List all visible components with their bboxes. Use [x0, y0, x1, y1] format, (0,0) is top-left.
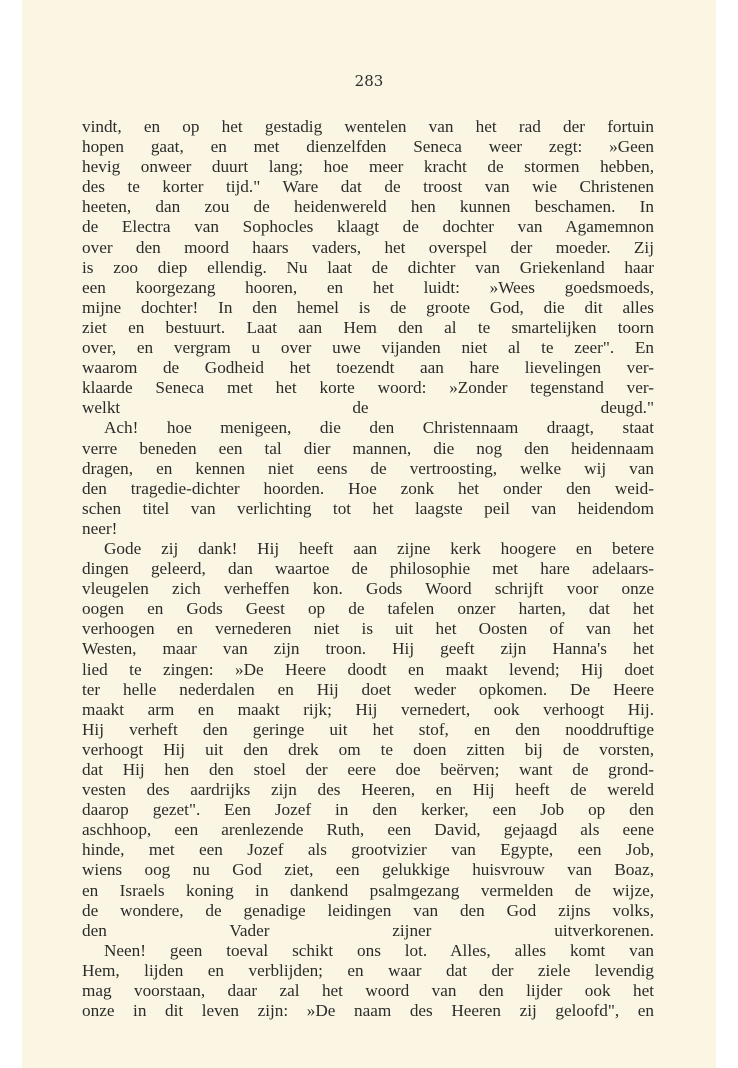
text-line: [82, 459, 654, 479]
text-line-content: ziet en bestuurt. Laat aan Hem den al te smartelijken toorn: [82, 317, 654, 337]
text-line-content: wiens oog nu God ziet, een gelukkige huisvrouw van Boaz,: [82, 860, 654, 880]
text-line-content: hevig onweer duurt lang; hoe meer kracht de stormen hebben,: [82, 157, 654, 177]
text-line: [82, 840, 654, 860]
text-line-content: Gode zij dank! Hij heeft aan zijne kerk hoogere en betere: [104, 538, 654, 558]
text-line-content: lied te zingen: »De Heere doodt en maakt levend; Hij doet: [82, 659, 654, 679]
text-line-content: over, en vergram u over uwe vijanden niet al te zeer". En: [82, 338, 654, 358]
text-line: [82, 961, 654, 981]
text-line-content: neer!: [82, 518, 118, 538]
text-line-content: welkt de deugd.": [82, 398, 654, 418]
book-page: [22, 0, 716, 1068]
text-line: [82, 479, 654, 499]
text-line-content: daarop gezet". Een Jozef in den kerker, een Job op den: [82, 800, 654, 820]
text-line: [82, 439, 654, 459]
text-line: [82, 559, 654, 579]
text-line-content: mag voorstaan, daar zal het woord van den lijder ook het: [82, 981, 654, 1001]
text-line: [82, 619, 654, 639]
text-line-content: de Electra van Sophocles klaagt de dochter van Agamemnon: [82, 217, 654, 237]
text-line-content: verhoogt Hij uit den drek om te doen zitten bij de vorsten,: [82, 739, 654, 759]
text-line: [82, 660, 654, 680]
page-number: 283: [354, 72, 384, 90]
text-line: [82, 539, 654, 559]
body-text: [82, 117, 654, 1021]
text-line-content: verre beneden een tal dier mannen, die nog den heidennaam: [82, 438, 654, 458]
text-line: [82, 941, 654, 961]
text-line-content: heeten, dan zou de heidenwereld hen kunnen beschamen. In: [82, 197, 654, 217]
text-line-content: dat Hij hen den stoel der eere doe beërven; want de grond-: [82, 760, 654, 779]
text-line: [82, 780, 654, 800]
text-line-content: waarom de Godheid het toezendt aan hare lievelingen ver-: [82, 358, 654, 378]
text-line-content: Neen! geen toeval schikt ons lot. Alles, alles komt van: [104, 940, 654, 960]
text-line-content: den tragedie-dichter hoorden. Hoe zonk het onder den weid-: [82, 478, 654, 498]
text-line-content: vleugelen zich verheffen kon. Gods Woord schrijft voor onze: [82, 579, 654, 599]
text-line: [82, 499, 654, 519]
text-line-content: schen titel van verlichting tot het laagste peil van heidendom: [82, 498, 654, 518]
text-line: [82, 177, 654, 197]
text-line-content: aschhoop, een arenlezende Ruth, een David, gejaagd als eene: [82, 820, 654, 840]
text-line-content: dragen, en kennen niet eens de vertroosting, welke wij van: [82, 458, 654, 478]
text-line: [82, 117, 654, 137]
text-line-content: des te korter tijd." Ware dat de troost van wie Christenen: [82, 177, 654, 197]
text-line-content: en Israels koning in dankend psalmgezang vermelden de wijze,: [82, 880, 654, 900]
text-line-content: onze in dit leven zijn: »De naam des Heeren zij geloofd", en: [82, 1001, 654, 1021]
text-line-content: over den moord haars vaders, het overspel der moeder. Zij: [82, 237, 654, 257]
text-line: [82, 519, 654, 539]
text-line: [82, 278, 654, 298]
text-line-content: oogen en Gods Geest op de tafelen onzer harten, dat het: [82, 599, 654, 619]
text-line-content: ter helle nederdalen en Hij doet weder opkomen. De Heere: [82, 679, 654, 699]
text-line-content: hinde, met een Jozef als grootvizier van Egypte, een Job,: [82, 840, 654, 860]
text-line: [82, 981, 654, 1001]
text-line: [82, 881, 654, 901]
text-line: [82, 639, 654, 659]
text-line: [82, 358, 654, 378]
text-line-content: maakt arm en maakt rijk; Hij vernedert, ook verhoogt Hij.: [82, 699, 654, 719]
text-line: [82, 760, 654, 780]
text-line: [82, 217, 654, 237]
text-line-content: is zoo diep ellendig. Nu laat de dichter van Griekenland haar: [82, 257, 654, 277]
text-line: [82, 740, 654, 760]
text-line: [82, 820, 654, 840]
text-line-content: hopen gaat, en met dienzelfden Seneca weer zegt: »Geen: [82, 137, 654, 157]
text-line: [82, 398, 654, 418]
text-line-content: Hem, lijden en verblijden; en waar dat der ziele levendig: [82, 960, 654, 980]
text-line: [82, 921, 654, 941]
text-line-content: den Vader zijner uitverkorenen.: [82, 920, 654, 940]
text-line: [82, 901, 654, 921]
text-line: [82, 579, 654, 599]
text-line-content: een koorgezang hooren, en het luidt: »Wees goedsmoeds,: [82, 277, 654, 297]
text-line: [82, 197, 654, 217]
text-line: [82, 720, 654, 740]
text-line: [82, 238, 654, 258]
text-line: [82, 418, 654, 438]
text-line: [82, 258, 654, 278]
text-line-content: vesten des aardrijks zijn des Heeren, en Hij heeft de wereld: [82, 780, 654, 800]
text-line: [82, 700, 654, 720]
text-line: [82, 157, 654, 177]
text-line: [82, 378, 654, 398]
text-line-content: Ach! hoe menigeen, die den Christennaam draagt, staat: [104, 418, 654, 438]
text-line-content: mijne dochter! In den hemel is de groote God, die dit alles: [82, 297, 654, 317]
text-line-content: Hij verheft den geringe uit het stof, en den nooddruftige: [82, 719, 654, 739]
text-line: [82, 338, 654, 358]
text-line-content: de wondere, de genadige leidingen van den God zijns volks,: [82, 900, 654, 920]
text-line: [82, 298, 654, 318]
text-line: [82, 800, 654, 820]
text-line-content: dingen geleerd, dan waartoe de philosophie met hare adelaars-: [82, 559, 654, 579]
text-line-content: vindt, en op het gestadig wentelen van het rad der fortuin: [82, 117, 654, 136]
text-line-content: verhoogen en vernederen niet is uit het Oosten of van het: [82, 619, 654, 639]
text-line: [82, 1001, 654, 1021]
text-line: [82, 860, 654, 880]
text-line-content: Westen, maar van zijn troon. Hij geeft zijn Hanna's het: [82, 639, 654, 659]
text-line: [82, 137, 654, 157]
text-line: [82, 318, 654, 338]
text-line: [82, 599, 654, 619]
text-line-content: klaarde Seneca met het korte woord: »Zonder tegenstand ver-: [82, 378, 654, 398]
text-line: [82, 680, 654, 700]
